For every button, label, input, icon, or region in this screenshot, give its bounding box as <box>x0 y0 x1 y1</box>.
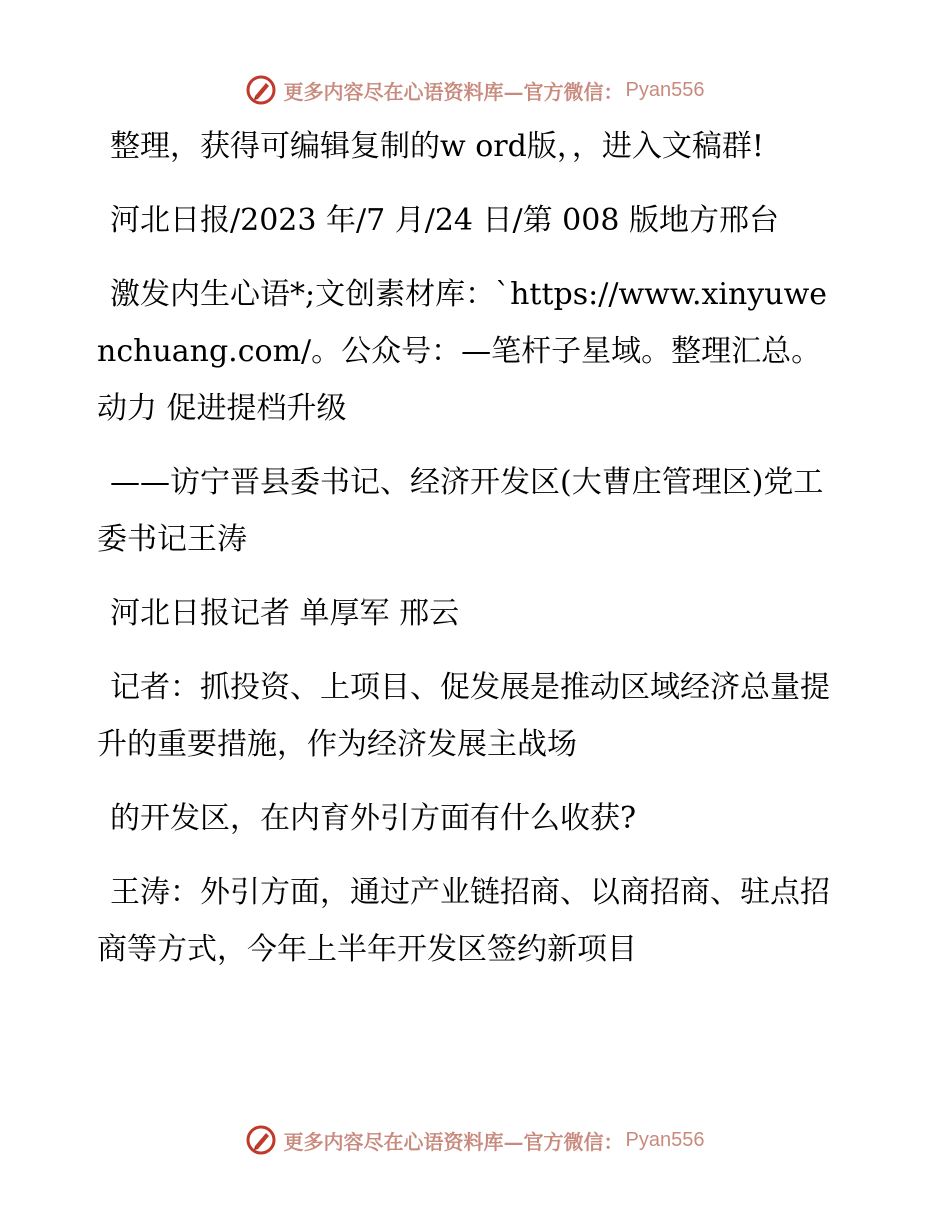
paragraph-intro: 整理，获得可编辑复制的w ord版，，进入文稿群! <box>110 129 764 164</box>
banner-text: 更多内容尽在心语资料库—官方微信： <box>283 1129 624 1154</box>
paragraph-source: 河北日报/2023 年/7 月/24 日/第 008 版地方邢台 <box>110 203 779 238</box>
paragraph-answer: 王涛：外引方面，通过产业链招商、以商招商、驻点招商等方式，今年上半年开发区签约新项目 <box>97 875 830 967</box>
paragraph-question-cont: 的开发区，在内育外引方面有什么收获? <box>110 801 637 836</box>
paragraph-headline: 激发内生心语*;文创素材库：`https://www.xinyuwenchuang.com/。公众号：—笔杆子星域。整理汇总。动力 促进提档升级 <box>97 277 828 426</box>
paragraph-subtitle: ——访宁晋县委书记、经济开发区(大曹庄管理区)党工委书记王涛 <box>97 465 824 557</box>
article-body <box>97 118 837 995</box>
paragraph-question: 记者：抓投资、上项目、促发展是推动区域经济总量提升的重要措施，作为经济发展主战场 <box>97 670 830 762</box>
pen-circle-logo-icon <box>246 1125 276 1155</box>
banner-contact: Pyan556 <box>625 1128 705 1151</box>
paragraph-byline: 河北日报记者 单厚军 邢云 <box>110 596 460 631</box>
pen-circle-logo-icon <box>246 75 276 105</box>
banner-text: 更多内容尽在心语资料库—官方微信： <box>283 79 624 104</box>
banner-contact: Pyan556 <box>625 78 705 101</box>
footer-watermark-banner <box>0 1120 950 1160</box>
header-watermark-banner <box>0 70 950 110</box>
